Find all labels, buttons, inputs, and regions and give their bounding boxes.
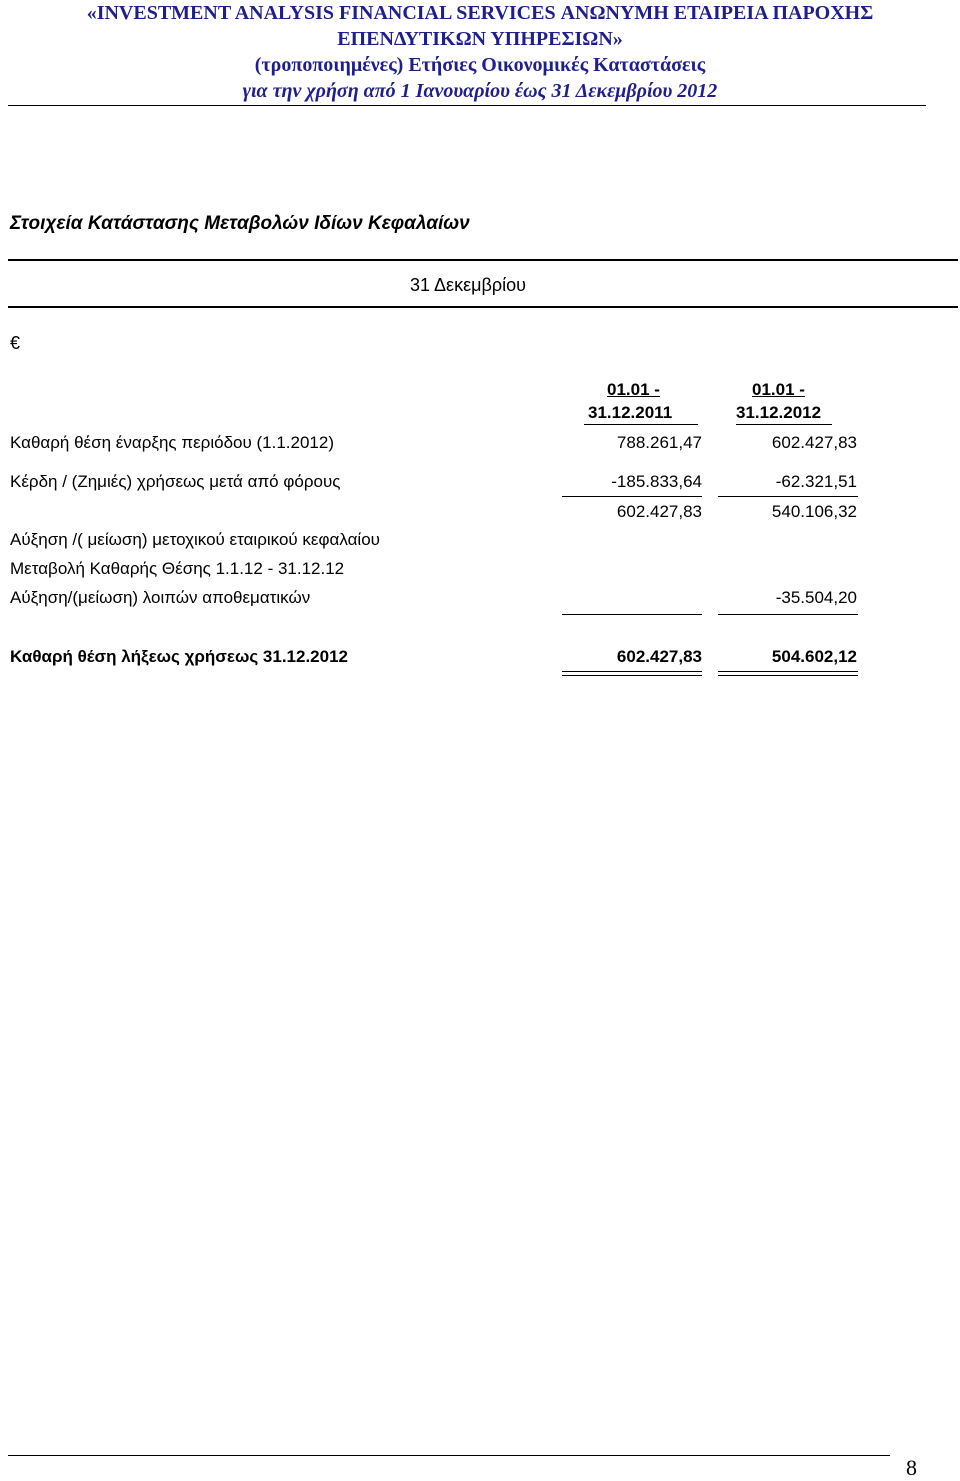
period-header: 31 Δεκεμβρίου [410,275,526,295]
column-2011-header-line1: 01.01 - [607,380,660,399]
section-title: Στοιχεία Κατάστασης Μεταβολών Ιδίων Κεφαλαίων [10,213,470,234]
row-opening-2012: 602.427,83 [771,433,857,452]
table-top-rule [8,259,958,261]
column-2012-header-underline [736,424,832,425]
row-capital-label: Αύξηση /( μείωση) μετοχικού εταιρικού κεφαλαίου [10,530,380,549]
page-number: 8 [906,1455,917,1480]
column-2012-header-line1: 01.01 - [752,380,805,399]
header-divider [8,105,926,106]
currency-symbol: € [10,333,21,353]
company-name-line-2: ΕΠΕΝΔΥΤΙΚΩΝ ΥΠΗΡΕΣΙΩΝ» [337,28,623,50]
closing-double-rule-2012-a [718,671,858,672]
statements-title: (τροποποιημένες) Ετήσιες Οικονομικές Καταστάσεις [254,54,706,76]
row-subtotal-2011: 602.427,83 [616,502,702,521]
column-2011-header-line2: 31.12.2011 [588,403,673,422]
period-header-rule [8,306,958,308]
row-subtotal-2012: 540.106,32 [771,502,857,521]
subtotal-rule-2011 [562,496,702,497]
row-opening-label: Καθαρή θέση έναρξης περιόδου (1.1.2012) [10,433,334,452]
total-rule-2011 [562,614,702,615]
company-name-line: «INVESTMENT ANALYSIS FINANCIAL SERVICES ΑΝΩΝΥΜΗ ΕΤΑΙΡΕΙΑ ΠΑΡΟΧΗΣ [86,2,874,24]
row-closing-2012: 504.602,12 [771,647,857,666]
footer-rule [8,1455,890,1456]
row-profit-2011: -185.833,64 [611,472,702,491]
closing-double-rule-2012-b [718,675,858,676]
row-change-label: Μεταβολή Καθαρής Θέσης 1.1.12 - 31.12.12 [10,559,345,578]
period-subtitle: για την χρήση από 1 Ιανουαρίου έως 31 Δεκεμβρίου 2012 [242,80,718,102]
row-closing-label: Καθαρή θέση λήξεως χρήσεως 31.12.2012 [10,647,348,666]
row-reserves-label: Αύξηση/(μείωση) λοιπών αποθεματικών [10,588,311,607]
subtotal-rule-2012 [718,496,858,497]
total-rule-2012 [718,614,858,615]
row-closing-2011: 602.427,83 [616,647,702,666]
row-opening-2011: 788.261,47 [616,433,702,452]
row-reserves-2012: -35.504,20 [775,588,857,607]
closing-double-rule-2011-b [562,675,702,676]
column-2011-header-underline [584,424,698,425]
row-profit-2012: -62.321,51 [775,472,857,491]
row-profit-label: Κέρδη / (Ζημιές) χρήσεως μετά από φόρους [10,472,341,491]
closing-double-rule-2011-a [562,671,702,672]
column-2012-header-line2: 31.12.2012 [736,403,822,422]
